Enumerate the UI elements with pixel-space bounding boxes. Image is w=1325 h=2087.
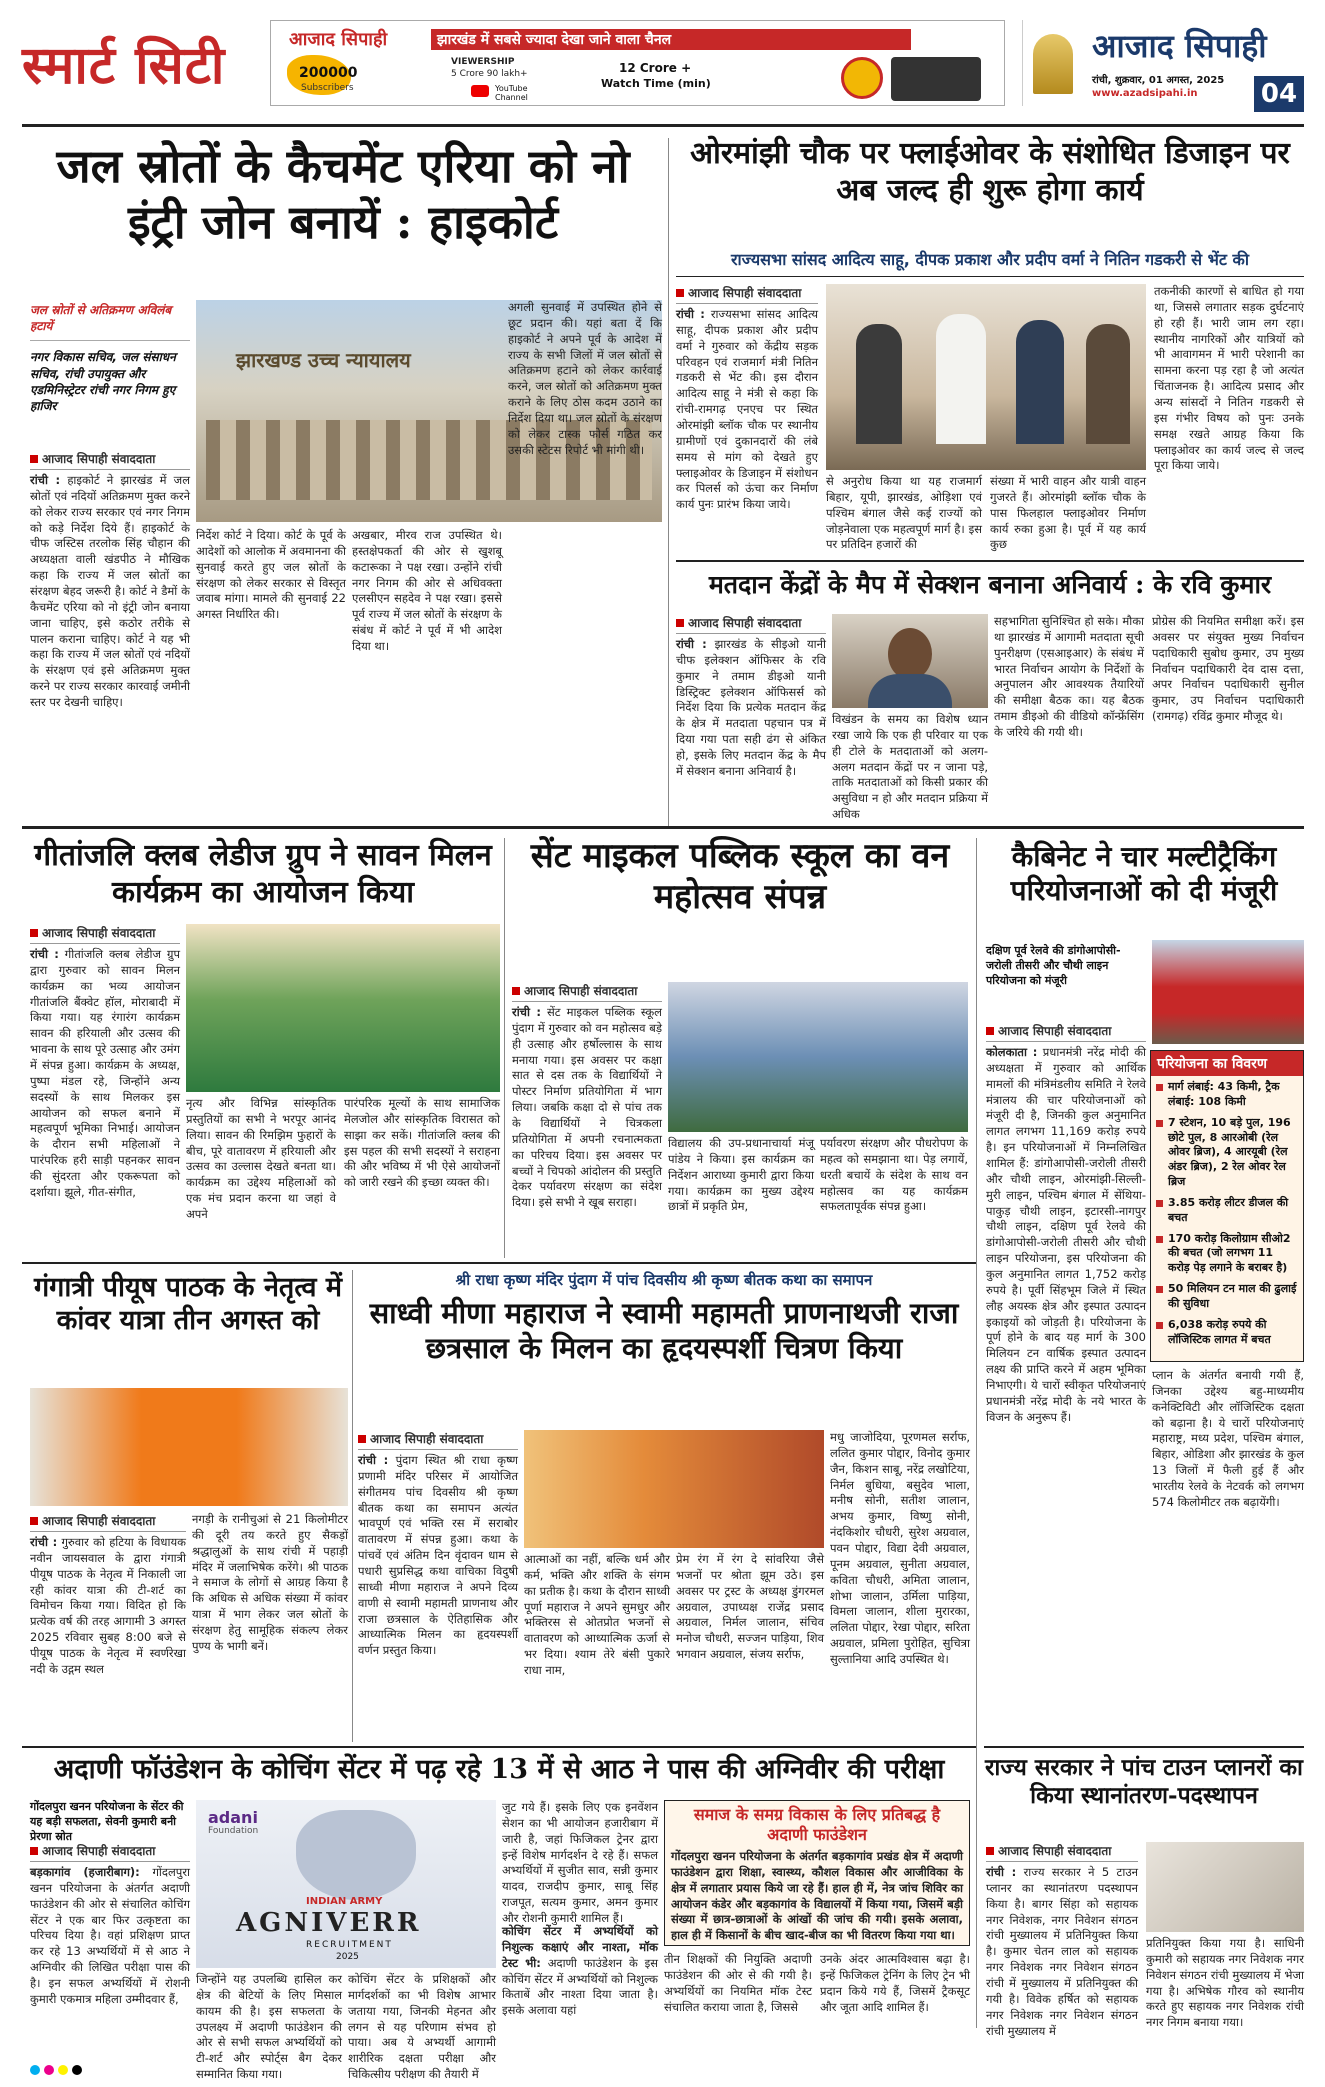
s9-col5: तीन शिक्षकों की नियुक्ति अदाणी फाउंडेशन की ओर से की गयी है। अभ्यर्थियों का नियमित मॉक टेस्ट संचालित कराया जाता है, जिससे	[664, 1952, 812, 2014]
s5-byline: आजाद सिपाही संवाददाता	[512, 982, 662, 1002]
s3-col3: सहभागिता सुनिश्चित हो सके। मौका था झारखंड में आगामी मतदाता सूची पुनरीक्षण (एसआइआर) के संबंध में भारत निर्वाचन आयोग के निर्देशों के अनुपालन और आवश्यक तैयारियों की समीक्षा बैठक का। यह बैठक तमाम डीइओ की वीडियो कॉन्फ्रेंसिंग के जरिये की गयी थी।	[994, 614, 1144, 740]
s8-col2: नगड़ी के रानीचुआं से 21 किलोमीटर की दूरी तय करते हुए सैकड़ों श्रद्धालुओं के साथ रांची में पहाड़ी मंदिर में जलाभिषेक करेंगे। श्री पाठक ने समाज के लोगों से आग्रह किया है कि अधिक से अधिक संख्या में कांवर यात्रा में भाग लेकर जल स्रोतों के संरक्षण हेतु सामूहिक संकल्प लेकर पुण्य के भागी बनें।	[192, 1512, 348, 1653]
bullet-icon	[1156, 1084, 1163, 1091]
ad-watch-label: Watch Time (min)	[601, 77, 711, 90]
s9-ad-agniveer: AGNIVERR	[236, 1908, 422, 1938]
s4-headline: गीतांजलि क्लब लेडीज ग्रुप ने सावन मिलन कार्यक्रम का आयोजन किया	[34, 838, 492, 910]
s2-col2: से अनुरोध किया था यह राजमार्ग बिहार, यूपी, झारखंड, ओड़िशा एवं पश्चिम बंगाल जैसे कई राज्यों को जोड़नेवाला एक महत्वपूर्ण मार्ग है। इस पर प्रतिदिन हजारों की	[826, 474, 982, 552]
s9-ad-year: 2025	[336, 1952, 359, 1962]
s10-headline: राज्य सरकार ने पांच टाउन प्लानरों का किया स्थानांतरण-पदस्थापन	[985, 1754, 1303, 1810]
s6-infobox-item: 170 करोड़ किलोग्राम सीओ2 की बचत (जो लगभग 11 करोड़ पेड़ लगाने के बराबर है)	[1156, 1232, 1298, 1277]
s9-col1: आजाद सिपाही संवाददाता बड़कागांव (हजारीबाग): गोंदलपुरा खनन परियोजना के अंतर्गत अदाणी फाउंडेशन की ओर से संचालित कोचिंग सेंटर ने एक बार फिर उत्कृष्टता का परिचय दिया है। वहां प्रशिक्षण प्राप्त कर रहे 13 अभ्यर्थियों में से आठ ने अग्निवीर की लिखित परीक्षा पास की है। इन सफल अभ्यर्थियों में रोशनी कुमारी एकमात्र महिला उम्मीदवार हैं,	[30, 1844, 191, 2006]
tv-screen-icon	[891, 57, 981, 101]
s1-col3: अखबार, मीरव राज उपस्थित थे। हस्तक्षेपकर्ता की ओर से खुशबू कटारूका ने पक्ष रखा। उन्होंने रांची नगर निगम की ओर से अधिवक्ता एलसीएन सहदेव ने पक्ष रखा। इससे पूर्व राज्य में जल स्रोतों के संरक्षण के संबंध में कोर्ट ने पूर्व में भी आदेश दिया था।	[352, 528, 502, 654]
s2-col3: संख्या में भारी वाहन और यात्री वाहन गुजरते हैं। ओरमांझी ब्लॉक चौक के पास फिलहाल फ्लाइओवर निर्माण कार्य रुका हुआ है। पूर्व में यह कार्य कुछ	[990, 474, 1146, 552]
s1-col1: आजाद सिपाही संवाददाता रांची : हाइकोर्ट ने झारखंड में जल स्रोतों एवं नदियों अतिक्रमण मुक्त करने को लेकर राज्य सरकार एवं नगर निगम को कड़े निर्देश दिये हैं। हाइकोर्ट के चीफ जस्टिस तरलोक सिंह चौहान की अध्यक्षता वाली खंडपीठ ने मौखिक कहा कि राज्य में जल स्रोतों का संरक्षण बेहद जरूरी है। कोर्ट ने डैमों के कैचमेंट एरिया को नो इंट्री जोन बनाया जाना चाहिए, इसे कठोर तरीके से पालन कराना चाहिए। कोर्ट ने यह भी कहा कि राज्य में जल स्रोतों एवं नदियों के संरक्षण एवं इसे अतिक्रमण मुक्त करने पर राज्य सरकार कारवाई जमीनी स्तर पर देखनी चाहिए।	[30, 452, 191, 710]
s1-headline: जल स्रोतों के कैचमेंट एरिया को नो इंट्री जोन बनायें : हाइकोर्ट	[56, 139, 630, 250]
paper-name: आजाद सिपाही	[1092, 27, 1267, 65]
s6-headline: कैबिनेट ने चार मल्टीट्रैकिंग परियोजनाओं को दी मंजूरी	[1010, 840, 1278, 908]
ad-watch: 12 Crore +	[619, 61, 692, 75]
s5-col3: पर्यावरण संरक्षण और पौधरोपण के महत्व को समझाना था। पेड़ लगायें, धरती बचायें के संदेश के साथ वन महोत्सव का यह कार्यक्रम सफलतापूर्वक संपन्न हुआ।	[820, 1136, 968, 1214]
s7-col3: प्रेम रंग में रंग दे सांवरिया जैसे भजनों पर श्रोता झूम उठे। इस अवसर पर ट्रस्ट के अध्यक्ष डुंगरमल अग्रवाल, उपाध्यक्ष राजेंद्र प्रसाद अग्रवाल, निर्मल जालान, संचिव मनोज चौधरी, सज्जन पाड़िया, शिव भगवान अग्रवाल, संजय सर्राफ,	[676, 1552, 824, 1662]
s2-col1: आजाद सिपाही संवाददाता रांची : राज्यसभा सांसद आदित्य साहू, दीपक प्रकाश और प्रदीप वर्मा ने गुरुवार को केंद्रीय सड़क परिवहन एवं राजमार्ग मंत्री नितिन गडकरी से भेंट की। इस दौरान आदित्य साहू ने मंत्री से कहा कि रांची-रामगढ़ एनएच पर स्थित ओरमांझी ब्लॉक चौक पर स्थानीय ग्रामीणों एवं दुकानदारों की लंबे समय से मांग को देखते हुए फ्लाइओवर के डिजाइन में संशोधन कर पिलर्स को ऊंचा कर निर्माण कार्य पुनः प्रारंभ किया जाये।	[676, 286, 818, 512]
india-map-icon	[296, 1810, 416, 1900]
s4-col2: नृत्य और विभिन्न सांस्कृतिक प्रस्तुतियों का सभी ने भरपूर आनंद लिया। सावन की रिमझिम फुहारों के बीच, पूरे वातावरण में हरियाली और उत्सव का उल्लास देखते बनता था। कार्यक्रम का उद्देश्य महिलाओं को एक मंच प्रदान करना था जहां वे अपने	[186, 1096, 336, 1222]
s6-infobox-list	[1151, 1076, 1303, 1358]
s1-col2: निर्देश कोर्ट ने दिया। कोर्ट के पूर्व के आदेशों को आलोक में अवमानना की सुनवाई करते हुए जल स्रोतों के संरक्षण को लेकर सरकार से विस्तृत जवाब मांगा। मामले की सुनवाई 22 अगस्त निर्धारित की।	[196, 528, 346, 622]
s10-photo-documents	[1146, 1842, 1304, 1932]
s2-subhead: राज्यसभा सांसद आदित्य साहू, दीपक प्रकाश और प्रदीप वर्मा ने नितिन गडकरी से भेंट की	[731, 250, 1249, 269]
s6-infobox	[1150, 1050, 1304, 1362]
s7-col2: आत्माओं का नहीं, बल्कि धर्म और कर्म, भक्ति और शक्ति के संगम का प्रतीक है। कथा के दौरान साध्वी पूर्णा महाराज ने अपने सुमधुर और भक्तिरस से ओतप्रोत भजनों से वातावरण को आध्यात्मिक ऊर्जा से भर दिया। श्याम तेरे बंसी पुकारे राधा नाम,	[524, 1552, 670, 1678]
divider	[668, 138, 669, 828]
s5-headline: सेंट माइकल पब्लिक स्कूल का वन महोत्सव संपन्न	[530, 836, 950, 918]
s8-col1: आजाद सिपाही संवाददाता रांची : गुरुवार को हटिया के विधायक नवीन जायसवाल के द्वारा गंगात्री पीयूष पाठक के नेतृत्व में निकाली जा रही कांवर यात्रा की टी-शर्ट का विमोचन किया गया। विदित हो कि प्रत्येक वर्ष की तरह आगामी 3 अगस्त 2025 रविवार सुबह 8:00 बजे से पीयूष पाठक के नेतृत्व में स्वर्णरेखा नदी के उद्गम स्थल	[30, 1514, 186, 1676]
masthead	[22, 14, 1304, 118]
s6-infobox-item: मार्ग लंबाई: 43 किमी, ट्रैक लंबाई: 108 किमी	[1156, 1080, 1298, 1110]
s6-byline: आजाद सिपाही संवाददाता	[986, 1022, 1146, 1042]
s4-photo-group	[186, 924, 500, 1092]
s9-col2: जिन्होंने यह उपलब्धि हासिल कर क्षेत्र की बेटियों के लिए मिसाल कायम की है। इस सफलता के उपलक्ष्य में अदाणी फाउंडेशन की ओर से सभी सफल अभ्यर्थियों को टी-शर्ट और स्पोर्ट्स बैग देकर सम्मानित किया गया।	[196, 1972, 342, 2082]
s8-byline: आजाद सिपाही संवाददाता	[30, 1512, 186, 1532]
s6-infobox-item: 50 मिलियन टन माल की ढुलाई की सुविधा	[1156, 1282, 1298, 1312]
s9-promo-box	[664, 1800, 970, 1946]
s9-ad-army: INDIAN ARMY	[306, 1896, 383, 1907]
s9-col3: कोचिंग सेंटर के प्रशिक्षकों और मार्गदर्शकों का भी विशेष आभार जताया गया, जिनकी मेहनत और लगन से यह परिणाम संभव हो पाया। अब ये अभ्यर्थी आगामी शारीरिक दक्षता परीक्षा और चिकित्सीय परीक्षण की तैयारी में	[348, 1972, 496, 2082]
s6-photo-train	[1152, 940, 1304, 1044]
ad-views: 5 Crore 90 lakh+	[451, 69, 528, 79]
s7-photo-katha	[524, 1430, 824, 1548]
bullet-icon	[1156, 1236, 1163, 1243]
s9-promo-title: समाज के समग्र विकास के लिए प्रतिबद्ध है अदाणी फाउंडेशन	[693, 1805, 941, 1844]
s9-byline: आजाद सिपाही संवाददाता	[30, 1842, 190, 1862]
s5-col2: विद्यालय की उप-प्रधानाचार्या मंजू पांडेय ने किया। इस कार्यक्रम का निर्देशन आराध्या कुमारी द्वारा किया गया। कार्यक्रम का मुख्य उद्देश्य छात्रों में प्रकृति प्रेम,	[668, 1136, 814, 1214]
masthead-rule	[22, 124, 1304, 127]
s9-point: गोंदलपुरा खनन परियोजना के सेंटर की यह बड़ी सफलता, सेवनी कुमारी बनी प्रेरणा स्रोत	[30, 1800, 184, 1843]
s9-ad-logo: adani	[208, 1808, 258, 1827]
s9-headline: अदाणी फॉउंडेशन के कोचिंग सेंटर में पढ़ रहे 13 में से आठ ने पास की अग्निवीर की परीक्षा	[53, 1754, 945, 1785]
bullet-icon	[1156, 1322, 1163, 1329]
s8-photo-tshirt	[30, 1388, 348, 1506]
s3-col2: विखंडन के समय का विशेष ध्यान रखा जाये कि एक ही परिवार या एक ही टोले के मतदाताओं को अलग-अलग मतदान केंद्रों पर न जाना पड़े, ताकि मतदाताओं को किसी प्रकार की असुविधा न हो और मतदान प्रक्रिया में अधिक	[832, 712, 988, 822]
s10-col2: प्रतिनियुक्त किया गया है। साधिनी कुमारी को सहायक नगर निवेशक नगर निवेशन संगठन रांची मुख्यालय में भेजा गया है। अभिषेक गौरव को स्थानीय करते हुए सहायक नगर निवेशक रांची नगर निगम बनाया गया।	[1146, 1936, 1304, 2030]
s1-text: हाइकोर्ट ने झारखंड में जल स्रोतों एवं नदियों अतिक्रमण मुक्त करने को लेकर राज्य सरकार एवं नगर निगम को कड़े निर्देश दिये हैं। हाइकोर्ट के चीफ जस्टिस तरलोक सिंह चौहान की अध्यक्षता वाली खंडपीठ ने मौखिक कहा कि राज्य में जल स्रोतों का संरक्षण बेहद जरूरी है।	[30, 473, 190, 599]
s6-col2: प्लान के अंतर्गत बनायी गयी हैं, जिनका उद्देश्य बहु-माध्यमीय कनेक्टिविटी और लॉजिस्टिक दक्षता को बढ़ाना है। ये चारों परियोजनाएं महाराष्ट्र, मध्य प्रदेश, पश्चिम बंगाल, बिहार, ओडिशा और झारखंड के कुल 13 जिलों में फैली हुई हैं और भारतीय रेलवे के नेटवर्क को लगभग 574 किलोमीटर तक बढ़ायेंगी।	[1152, 1368, 1304, 1509]
ad-channel: YouTube Channel	[495, 84, 528, 102]
s8-headline: गंगात्री पीयूष पाठक के नेतृत्व में कांवर यात्रा तीन अगस्त को	[33, 1272, 343, 1336]
s2-col4: तकनीकी कारणों से बाधित हो गया था, जिससे लगातार सड़क दुर्घटनाएं हो रही हैं। भारी जाम लग रहा। स्थानीय नागरिकों और यात्रियों को भी आवागमन में भारी परेशानी का सामना करना पड़ रहा है जो अत्यंत चिंताजनक है। आदित्य प्रसाद और अन्य सांसदों ने नितिन गडकरी से इस गंभीर विषय को पुनः उनके समक्ष रखते आग्रह किया कि फ्लाइओवर का कार्य जल्द से जल्द पूरा किया जाये।	[1154, 284, 1304, 473]
bullet-icon	[1156, 1200, 1163, 1207]
s5-photo-students	[668, 982, 968, 1132]
s9-ad-recruit: RECRUITMENT	[306, 1940, 393, 1950]
ad-subscribers: 200000	[299, 65, 358, 81]
s9-promo-text: गोंदलपुरा खनन परियोजना के अंतर्गत बड़कागांव प्रखंड क्षेत्र में अदाणी फाउंडेशन द्वारा शिक्षा, स्वास्थ्य, कौशल विकास और आजीविका के क्षेत्र में लगातार प्रयास किये जा रहे हैं। हाल ही में, नेत्र जांच शिविर का आयोजन कंडेर और बड़कागांव के विद्यालयों में किया गया, जिसमें बड़ी संख्या में छात्र-छात्राओं के आंखों की जांच की गयी। इसके अलावा, हाल ही में किसानों के बीच खाद-बीज का भी वितरण किया गया था।	[671, 1849, 963, 1943]
print-marks	[30, 2060, 1300, 2072]
s7-col4: मधु जाजोदिया, पूरणमल सर्राफ, ललित कुमार पोद्दार, विनोद कुमार जैन, किशन साबू, नरेंद्र लखोटिया, निर्मल बुधिया, बसुदेव भाला, मनीष सोनी, सतीश जालान, अभय कुमार, विष्णु सोनी, नंदकिशोर चौधरी, सुरेश अग्रवाल, पवन पोद्दार, विद्या देवी अग्रवाल, पूनम अग्रवाल, सुनीता अग्रवाल, कविता चौधरी, अमिता जालान, शोभा जालान, उर्मिला पाड़िया, विमला जालान, शीला मुरारका, ललिता पोद्दार, रेखा पोद्दार, सरिता अग्रवाल, प्रमिला पुरोहित, सुचित्रा सुल्तानिया आदि उपस्थित थे।	[830, 1430, 970, 1667]
s9-ad-logo-sub: Foundation	[208, 1826, 259, 1836]
s10-col1: आजाद सिपाही संवाददाता रांची : राज्य सरकार ने 5 टाउन प्लानर का स्थानांतरण पदस्थापन किया है। बागर सिंहा को सहायक नगर निवेशक, नगर निवेशन संगठन रांची मुख्यालय में प्रतिनियुक्त किया है। कुमार चेतन लाल को सहायक नगर निवेशक नगर निवेशन संगठन रांची में मुख्यालय में प्रतिनियुक्त की गयी है। विवेक हर्षित को सहायक नगर निवेशक नगर निवेशन संगठन रांची मुख्यालय में	[986, 1844, 1139, 2038]
s7-headline: साध्वी मीणा महाराज ने स्वामी महामती प्राणनाथजी राजा छत्रसाल के मिलन का हृदयस्पर्शी चित्रण किया	[369, 1296, 959, 1366]
s9-col4: जुट गये हैं। इसके लिए एक इनवेंशन सेशन का भी आयोजन हजारीबाग में जारी है, जहां फिजिकल ट्रेनर द्वारा इन्हें विशेष मार्गदर्शन दे रहे हैं। सफल अभ्यर्थियों में सुजीत साव, सन्नी कुमार यादव, राजदीप कुमार, साबू सिंह राजपूत, सत्यम कुमार, अमन कुमार और रोशनी कुमारी शामिल हैं। कोचिंग सेंटर में अभ्यर्थियों को निशुल्क कक्षाएं और नाश्ता, मॉक टेस्ट भी: अदाणी फाउंडेशन के इस कोचिंग सेंटर में अभ्यर्थियों को निशुल्क किताबें और नाश्ता दिया जाता है। इसके अलावा यहां	[502, 1800, 659, 2018]
ad-tagline: झारखंड में सबसे ज्यादा देखा जाने वाला चैनल	[431, 29, 911, 50]
s7-byline: आजाद सिपाही संवाददाता	[358, 1430, 518, 1450]
youtube-icon	[471, 85, 489, 97]
top-advertisement	[270, 20, 1005, 106]
ad-brand: आजाद सिपाही	[289, 29, 388, 50]
s10-byline: आजाद सिपाही संवाददाता	[986, 1842, 1138, 1862]
s1-points	[30, 302, 190, 414]
ad-subscribers-label: Subscribers	[301, 83, 354, 93]
s6-col1: आजाद सिपाही संवाददाता कोलकाता : प्रधानमंत्री नरेंद्र मोदी की अध्यक्षता में गुरुवार को आर्थिक मामलों की मंत्रिमंडलीय समिति ने रेलवे मंत्रालय की चार परियोजनाओं को मंजूरी दी है, जिनकी कुल अनुमानित लागत लगभग 11,169 करोड़ रुपये है। इन परियोजनाओं में निम्नलिखित शामिल हैं: डांगोआपोसी-जरोली तीसरी और चौथी लाइन, ओरमांझी-सिल्ली-मुरी लाइन, पश्चिम बंगाल में सेंथिया-पाकुड़ चौथी लाइन, इटारसी-नागपुर चौथी लाइन, दक्षिण पूर्व रेलवे की डांगोआपोसी-जरोली तीसरी और चौथी लाइन परियोजना, इस परियोजना की कुल अनुमानित लागत 1,752 करोड़ रुपये है। पूर्वी सिंहभूम जिले में स्थित लौह अयस्क क्षेत्र और इस्पात उत्पादन इकाइयों को जोड़ती है। परियोजना के पूर्ण होने के बाद यह मार्ग के 300 मिलियन टन वार्षिक इस्पात उत्पादन लक्ष्य की प्राप्ति करने में अहम भूमिका निभाएगी। ये चारों स्वीकृत परियोजनाएं प्रधानमंत्री नरेंद्र मोदी के नये भारत के विजन के अनुरूप हैं।	[986, 1024, 1147, 1424]
s7-col1: आजाद सिपाही संवाददाता रांची : पुंदाग स्थित श्री राधा कृष्ण प्रणामी मंदिर परिसर में आयोजित संगीतमय पांच दिवसीय श्री कृष्ण बीतक कथा का समापन अत्यंत भावपूर्ण एवं भक्ति रस में सराबोर वातावरण में संपन्न हुआ। कथा के पांचवें एवं अंतिम दिन वृंदावन धाम से पधारी सुप्रसिद्ध कथा वाचिका विदुषी साध्वी मीणा महाराज ने अपने दिव्य वाणी से स्वामी महामती प्राणनाथ और राजा छत्रसाल के ऐतिहासिक और आध्यात्मिक मिलन का हृदयस्पर्शी वर्णन प्रस्तुत किया।	[358, 1432, 518, 1658]
s2-headline: ओरमांझी चौक पर फ्लाईओवर के संशोधित डिजाइन पर अब जल्द ही शुरू होगा कार्य	[690, 136, 1290, 208]
s4-col3: पारंपरिक मूल्यों के साथ सामाजिक मेलजोल और सांस्कृतिक विरासत को साझा कर सकें। गीतांजलि क्लब की इस पहल की सभी सदस्यों ने सराहना की और भविष्य में भी ऐसे आयोजनों को जारी रखने की इच्छा व्यक्त की।	[344, 1096, 500, 1190]
s2-photo-meeting	[826, 284, 1146, 470]
s9-col6: उनके अंदर आत्मविश्वास बढ़ा है। इन्हें फिजिकल ट्रेनिंग के लिए ट्रेन भी प्रदान किये गये हैं, जिसमें ट्रैकसूट और जूता आदि शामिल हैं।	[820, 1952, 970, 2014]
s6-infobox-item: 6,038 करोड़ रुपये की लॉजिस्टिक लागत में बचत	[1156, 1318, 1298, 1348]
s6-infobox-title: परियोजना का विवरण	[1151, 1051, 1303, 1076]
s6-infobox-item: 3.85 करोड़ लीटर डीजल की बचत	[1156, 1196, 1298, 1226]
s3-col4: प्रोग्रेस की नियमित समीक्षा करें। इस अवसर पर संयुक्त मुख्य निर्वाचन पदाधिकारी सुबोध कुमार, उप मुख्य निर्वाचन पदाधिकारी देव दास दत्ता, अपर निर्वाचन पदाधिकारी सुनील कुमार, उप निर्वाचन पदाधिकारी (रामगढ़) रविंद्र कुमार मौजूद थे।	[1152, 614, 1304, 724]
ad-views-label: VIEWERSHIP	[451, 57, 515, 67]
s3-photo-officer	[832, 614, 988, 708]
bullet-icon	[1156, 1286, 1163, 1293]
page-number: 04	[1254, 76, 1304, 112]
s7-kicker: श्री राधा कृष्ण मंदिर पुंदाग में पांच दिवसीय श्री कृष्ण बीतक कथा का समापन	[455, 1271, 873, 1289]
section-title: स्मार्ट सिटी	[22, 35, 226, 96]
s1-point: जल स्रोतों से अतिक्रमण अविलंब हटायें	[30, 302, 190, 341]
website: www.azadsipahi.in	[1092, 88, 1198, 99]
s1-col4: अगली सुनवाई में उपस्थित होने से छूट प्रदान की। यहां बता दें कि हाइकोर्ट ने अपने पूर्व के आदेश में राज्य के सभी जिलों में जल स्रोतों से अतिक्रमण हटाने को लेकर कार्रवाई करने, जल स्रोतों को अतिक्रमण मुक्त कराने के लिए ठोस कदम उठाने का निर्देश दिया था। जल स्रोतों के संरक्षण को लेकर टास्क फोर्स गठित कर उसकी स्टेटस रिपोर्ट भी मांगी थी।	[508, 300, 662, 457]
bullet-icon	[1156, 1120, 1163, 1127]
s5-col1: आजाद सिपाही संवाददाता रांची : सेंट माइकल पब्लिक स्कूल पुंदाग में गुरुवार को वन महोत्सव बड़े ही उत्साह और हर्षोल्लास के साथ मनाया गया। इस अवसर पर कक्षा सात से दस तक के विद्यार्थियों ने पोस्टर निर्माण प्रतियोगिता में भाग लिया। जबकि कक्षा दो से पांच तक के विद्यार्थियों ने चित्रकला प्रतियोगिता में अपनी रचनात्मकता का परिचय दिया। इस अवसर पर बच्चों ने चिपको आंदोलन की प्रस्तुति देकर पर्यावरण संरक्षण का संदेश दिया। इसे सभी ने खूब सराहा।	[512, 984, 662, 1210]
s9-ad-image	[196, 1800, 496, 1968]
dateline: रांची, शुक्रवार, 01 अगस्त, 2025	[1092, 75, 1225, 86]
s1-photo-sign: झारखण्ड उच्च न्यायालय	[236, 348, 411, 372]
s3-col1: आजाद सिपाही संवाददाता रांची : झारखंड के सीइओ यानी चीफ इलेक्शन ऑफिसर के रवि कुमार ने तमाम डीइओ यानी डिस्ट्रिक्ट इलेक्शन ऑफिसर्स को निर्देश दिया कि प्रत्येक मतदान केंद्र के क्षेत्र में मतदाता पहचान पत्र में दिया गया पता सही ढंग से अंकित हो, इसके लिए मतदान केंद्र के मैप में सेक्शन बनाना अनिवार्य है।	[676, 616, 826, 778]
s1-byline: आजाद सिपाही संवाददाता	[30, 450, 190, 470]
s1-point: नगर विकास सचिव, जल संसाधन सचिव, रांची उपायुक्त और एडमिनिस्ट्रेटर रांची नगर निगम हुए हाजिर	[30, 350, 176, 413]
s4-byline: आजाद सिपाही संवाददाता	[30, 924, 180, 944]
award-badge-icon	[841, 57, 883, 99]
s4-col1: आजाद सिपाही संवाददाता रांची : गीतांजलि क्लब लेडीज ग्रुप द्वारा गुरुवार को सावन मिलन कार्यक्रम का भव्य आयोजन गीतांजलि बैंक्वेट हॉल, मोराबादी में किया गया। यह रंगारंग कार्यक्रम सावन की हरियाली और उत्सव की भावना के साथ पूरे उत्साह और उमंग में संपन्न हुआ। कार्यक्रम के अध्यक्ष, पुष्पा मंडल रहे, जिन्होंने अन्य सदस्यों के साथ मिलकर इस आयोजन को सफल बनाने में महत्वपूर्ण भूमिका निभाई। आयोजन के दौरान सभी महिलाओं ने पारंपरिक हरी साड़ी पहनकर सावन की सुंदरता और एकरूपता को दर्शाया। झूले, गीत-संगीत,	[30, 926, 180, 1199]
s6-point: दक्षिण पूर्व रेलवे की डांगोआपोसी-जरोली तीसरी और चौथी लाइन परियोजना को मंजूरी	[986, 944, 1121, 987]
s3-headline: मतदान केंद्रों के मैप में सेक्शन बनाना अनिवार्य : के रवि कुमार	[708, 570, 1272, 599]
s3-byline: आजाद सिपाही संवाददाता	[676, 614, 826, 634]
pen-emblem-icon	[1022, 20, 1082, 106]
s6-infobox-item: 7 स्टेशन, 10 बड़े पुल, 196 छोटे पुल, 8 आरओबी (रेल ओवर ब्रिज), 4 आरयूबी (रेल अंडर ब्रिज), 2 रेल ओवर रेल ब्रिज	[1156, 1116, 1298, 1190]
s2-byline: आजाद सिपाही संवाददाता	[676, 284, 818, 304]
